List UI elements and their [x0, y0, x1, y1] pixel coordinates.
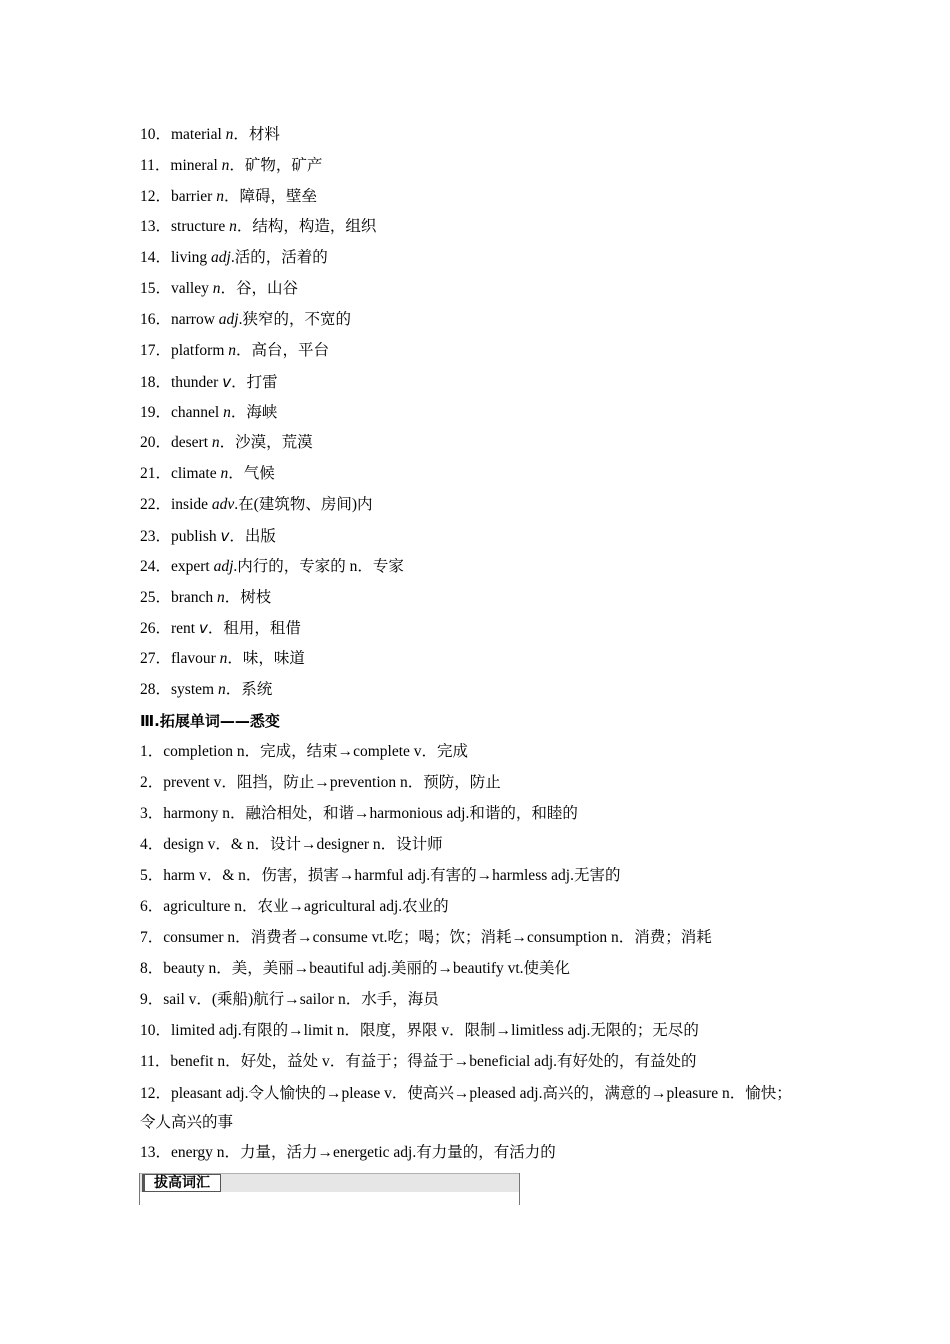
pos-label: n	[220, 465, 229, 482]
pos-label: n	[223, 404, 231, 421]
section-heading: Ⅲ.拓展单词——悉变	[140, 712, 280, 730]
pos-label: adj	[211, 249, 231, 266]
vocab-entry-14: 14．living adj.活的，活着的	[140, 249, 328, 266]
vocab-entry-18: 18．thunder v．打雷	[140, 373, 278, 391]
vocab-entry-16: 16．narrow adj.狭窄的，不宽的	[140, 311, 351, 328]
expanded-entry-7: 7．consumer n．消费者→consume vt.吃；喝；饮；消耗→consumption n．消费；消耗	[140, 929, 712, 946]
vocab-entry-27: 27．flavour n．味，味道	[140, 650, 305, 667]
expanded-entry-9: 9．sail v．(乘船)航行→sailor n．水手，海员	[140, 991, 439, 1008]
vocab-entry-11: 11．mineral n．矿物，矿产	[140, 157, 323, 174]
expanded-entry-6: 6．agriculture n．农业→agricultural adj.农业的	[140, 898, 449, 915]
pos-label: n	[211, 434, 220, 451]
vocab-entry-28: 28．system n．系统	[140, 681, 273, 698]
expanded-entry-4: 4．design v．& n．设计→designer n．设计师	[140, 836, 443, 853]
vocab-entry-10: 10．material n．材料	[140, 126, 280, 143]
vocab-entry-12: 12．barrier n．障碍，壁垒	[140, 188, 317, 205]
pos-label: n	[228, 342, 236, 359]
expanded-entry-5: 5．harm v．& n．伤害，损害→harmful adj.有害的→harmless adj.无害的	[140, 867, 621, 884]
vocab-entry-22: 22．inside adv.在(建筑物、房间)内	[140, 496, 373, 513]
vocab-entry-26: 26．rent v．租用，租借	[140, 619, 301, 637]
expanded-entry-3: 3．harmony n．融洽相处，和谐→harmonious adj.和谐的，和睦的	[140, 805, 578, 822]
pos-label: v	[222, 373, 232, 391]
vocab-entry-17: 17．platform n．高台，平台	[140, 342, 330, 359]
pos-label: n	[216, 188, 224, 205]
expanded-entry-1: 1．completion n．完成，结束→complete v．完成	[140, 743, 469, 760]
vocab-entry-13: 13．structure n．结构，构造，组织	[140, 218, 377, 235]
expanded-entry-2: 2．prevent v．阻挡，防止→prevention n．预防，防止	[140, 774, 501, 791]
pos-label: adv	[211, 496, 235, 513]
pos-label: n	[221, 157, 230, 174]
vocab-entry-19: 19．channel n．海峡	[140, 404, 278, 421]
section-badge: 拔高词汇	[142, 1174, 221, 1192]
pos-label: v	[198, 619, 208, 637]
vocab-entry-15: 15．valley n．谷，山谷	[140, 280, 299, 297]
banner-left-rule	[139, 1173, 140, 1205]
pos-label: n	[217, 681, 226, 698]
vocab-entry-24: 24．expert adj.内行的，专家的 n．专家	[140, 558, 404, 575]
vocab-entry-21: 21．climate n．气候	[140, 465, 275, 482]
pos-label: adj	[213, 558, 234, 575]
banner-right-rule	[519, 1173, 520, 1205]
pos-label: n	[229, 218, 237, 235]
expanded-entry-11: 11．benefit n．好处，益处 v．有益于；得益于→beneficial adj.有好处的，有益处的	[140, 1053, 697, 1070]
expanded-entry-12: 12．pleasant adj.令人愉快的→please v．使高兴→pleased adj.高兴的，满意的→pleasure n．愉快；令人高兴的事	[140, 1085, 792, 1131]
pos-label: n	[219, 650, 228, 667]
expanded-entry-10: 10．limited adj.有限的→limit n．限度，界限 v．限制→limitless adj.无限的；无尽的	[140, 1022, 699, 1039]
pos-label: adj	[218, 311, 239, 328]
vocab-entry-25: 25．branch n．树枝	[140, 589, 272, 606]
pos-label: n	[225, 126, 234, 143]
vocab-entry-20: 20．desert n．沙漠，荒漠	[140, 434, 313, 451]
expanded-entry-13: 13．energy n．力量，活力→energetic adj.有力量的，有活力的	[140, 1144, 556, 1161]
vocab-entry-23: 23．publish v．出版	[140, 527, 276, 545]
pos-label: n	[212, 280, 221, 297]
pos-label: v	[220, 527, 230, 545]
expanded-entry-8: 8．beauty n．美，美丽→beautiful adj.美丽的→beautify vt.使美化	[140, 960, 571, 977]
pos-label: n	[217, 589, 225, 606]
